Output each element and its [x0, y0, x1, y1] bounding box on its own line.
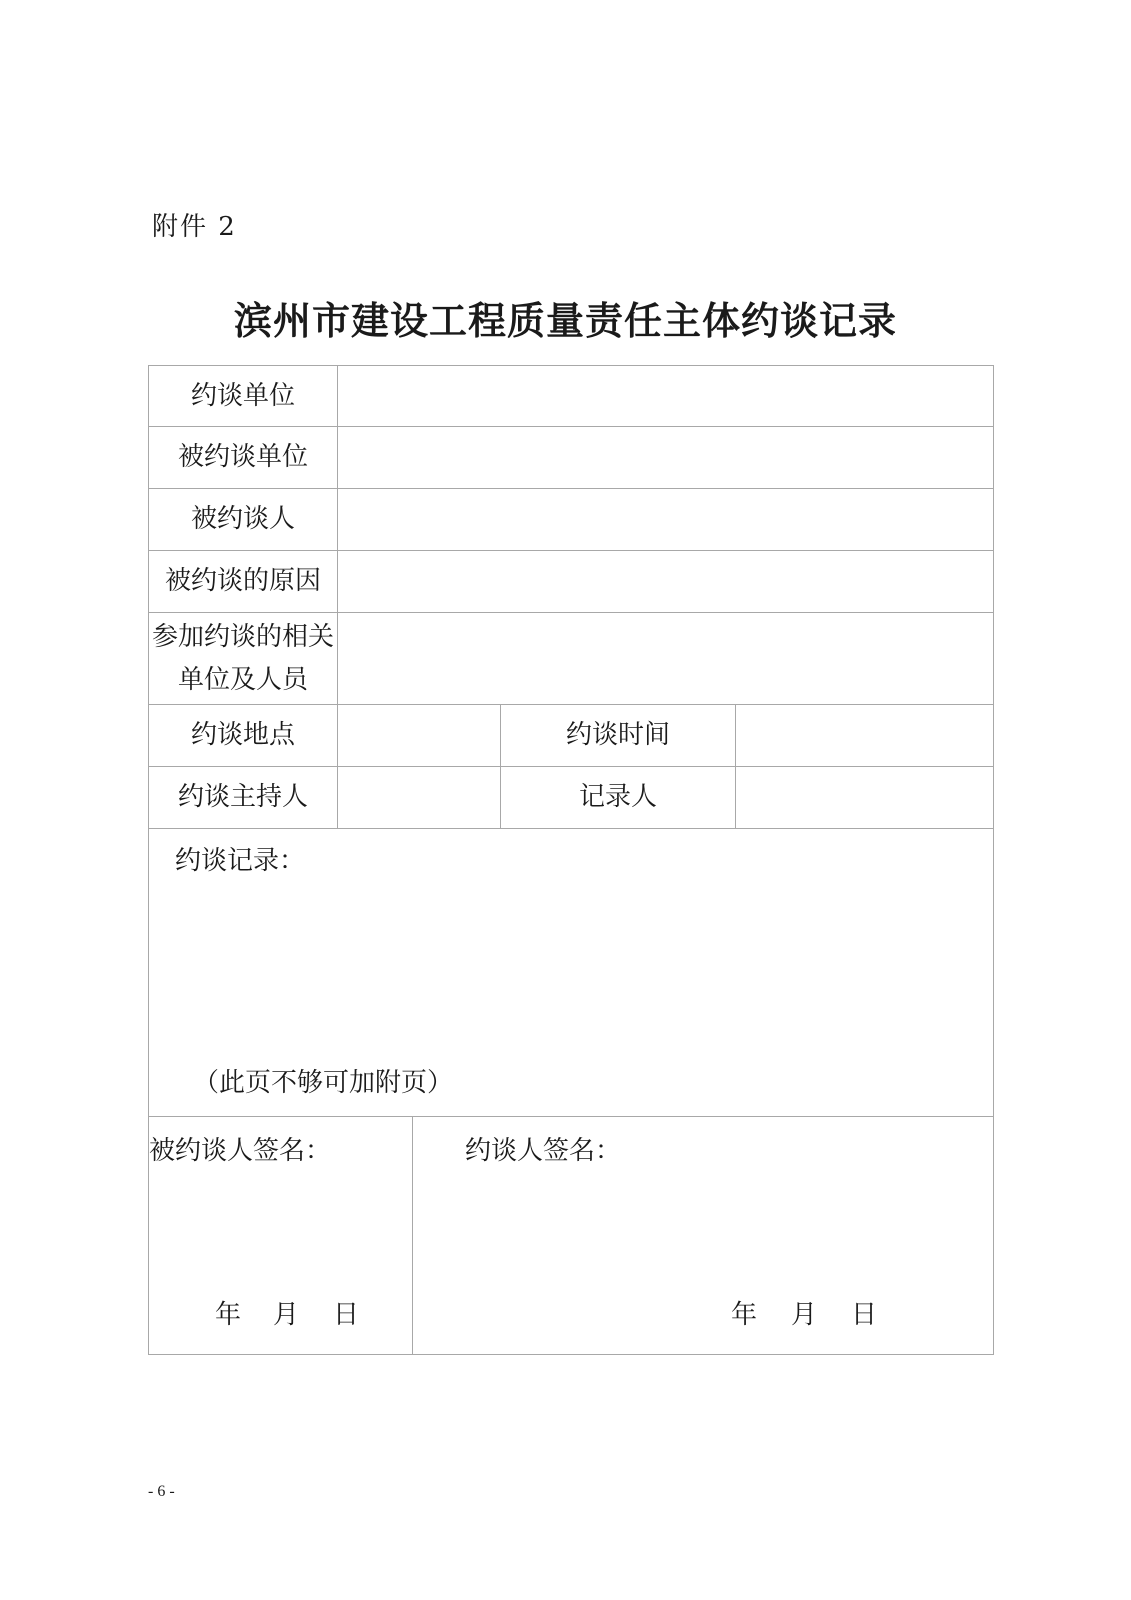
label-time: 约谈时间 [500, 704, 736, 767]
field-host[interactable] [337, 766, 501, 829]
field-interview-record[interactable] [148, 828, 994, 1117]
field-interviewed-person[interactable] [337, 488, 994, 551]
label-interview-reason: 被约谈的原因 [148, 550, 338, 613]
field-interviewee-signature[interactable] [148, 1116, 413, 1355]
label-interviewer-signature: 约谈人签名： [465, 1136, 622, 1166]
label-interviewee-signature: 被约谈人签名： [149, 1136, 332, 1166]
attach-pages-note: （此页不够可加附页） [193, 1068, 454, 1098]
label-interviewed-unit: 被约谈单位 [148, 426, 338, 489]
date-year-left: 年 [215, 1300, 242, 1330]
label-participants-line1: 参加约谈的相关 [151, 621, 334, 652]
page-title: 滨州市建设工程质量责任主体约谈记录 [233, 298, 897, 343]
label-interviewing-unit: 约谈单位 [148, 365, 338, 427]
field-interview-reason[interactable] [337, 550, 994, 613]
label-host: 约谈主持人 [148, 766, 338, 829]
field-recorder[interactable] [735, 766, 994, 829]
label-recorder: 记录人 [500, 766, 736, 829]
page-number: - 6 - [148, 1483, 175, 1500]
field-time[interactable] [735, 704, 994, 767]
label-interview-record: 约谈记录： [175, 846, 306, 876]
date-day-left: 日 [333, 1300, 360, 1330]
date-day-right: 日 [851, 1300, 878, 1330]
field-interviewing-unit[interactable] [337, 365, 994, 427]
date-month-right: 月 [791, 1300, 818, 1330]
attachment-label: 附件 2 [152, 212, 237, 242]
label-participants-line2: 单位及人员 [177, 664, 308, 695]
interview-record-form [148, 365, 994, 1355]
label-participants [148, 612, 338, 705]
label-interviewed-person: 被约谈人 [148, 488, 338, 551]
field-location[interactable] [337, 704, 501, 767]
label-location: 约谈地点 [148, 704, 338, 767]
date-year-right: 年 [731, 1300, 758, 1330]
field-participants[interactable] [337, 612, 994, 705]
field-interviewer-signature[interactable] [412, 1116, 994, 1355]
date-month-left: 月 [273, 1300, 300, 1330]
field-interviewed-unit[interactable] [337, 426, 994, 489]
